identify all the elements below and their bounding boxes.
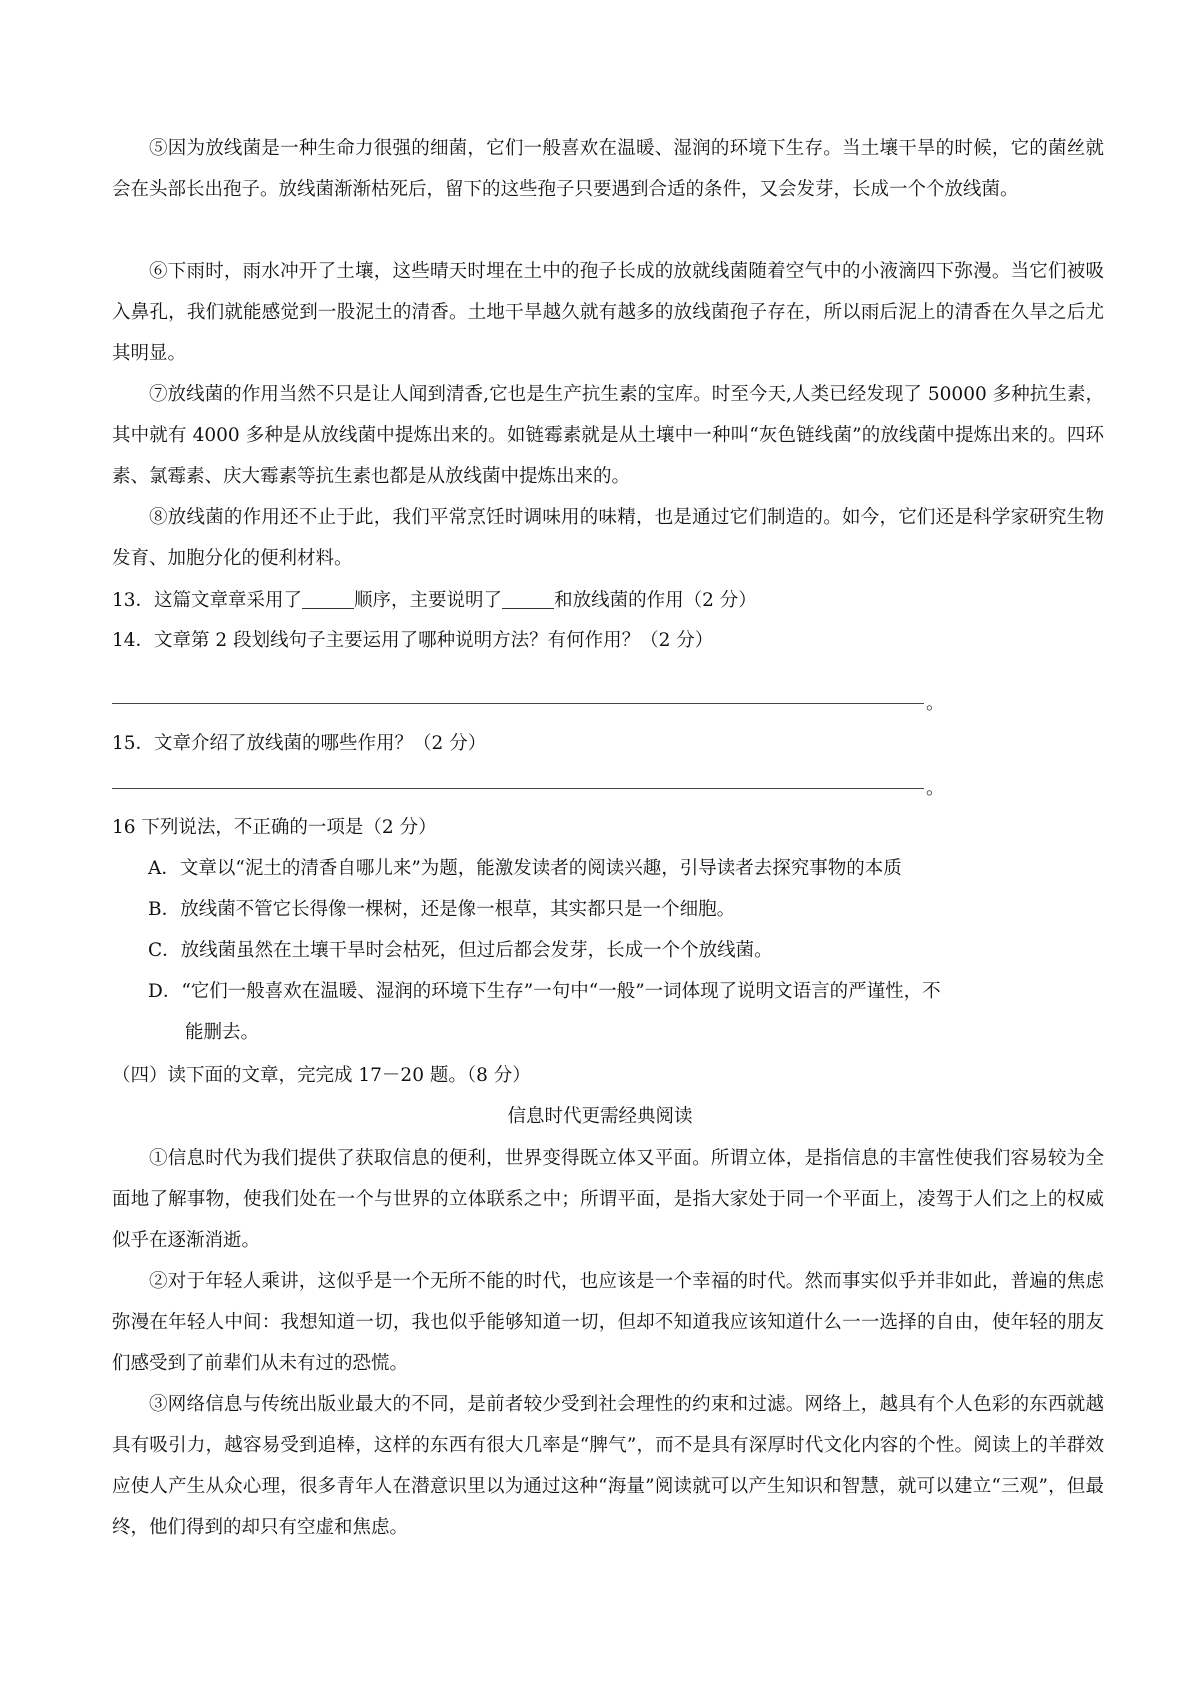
option-b: B．放线菌不管它长得像一棵树，还是像一根草，其实都只是一个细胞。 xyxy=(148,899,736,920)
paragraph-8: ⑧放线菌的作用还不止于此，我们平常烹饪时调味用的味精，也是通过它们制造的。如今，它们还是科学家研究生物发育、加胞分化的便利材料。 xyxy=(112,507,1104,569)
question-16: 16 下列说法，不正确的一项是（2 分） xyxy=(112,817,437,838)
article-title: 信息时代更需经典阅读 xyxy=(507,1106,693,1127)
paragraph-5: ⑤因为放线菌是一种生命力很强的细菌，它们一般喜欢在温暖、湿润的环境下生存。当土壤干旱的时候，它的菌丝就会在头部长出孢子。放线菌渐渐枯死后，留下的这些孢子只要遇到合适的条件，又会发芽，长成一个个放线菌。 xyxy=(112,138,1104,200)
option-d: D．“它们一般喜欢在温暖、湿润的环境下生存”一句中“一般”一词体现了说明文语言的严谨性，不 能删去。 xyxy=(148,981,941,1043)
question-15: 15．文章介绍了放线菌的哪些作用？（2 分） xyxy=(112,733,487,754)
option-c: C．放线菌虽然在土壤干旱时会枯死，但过后都会发芽，长成一个个放线菌。 xyxy=(148,940,773,961)
paragraph-b2: ②对于年轻人乘讲，这似乎是一个无所不能的时代，也应该是一个幸福的时代。然而事实似乎并非如此，普遍的焦虑弥漫在年轻人中间：我想知道一切，我也似乎能够知道一切，但却不知道我应该知道什么一一选择的自由，使年轻的朋友们感受到了前辈们从未有过的恐慌。 xyxy=(112,1271,1104,1374)
paragraph-b3: ③网络信息与传统出版业最大的不同，是前者较少受到社会理性的约束和过滤。网络上，越具有个人色彩的东西就越具有吸引力，越容易受到追棒，这样的东西有很大几率是“脾气”，而不是具有深厚时代文化内容的个性。阅读上的羊群效应使人产生从众心理，很多青年人在潜意识里以为通过这种“海量”阅读就可以产生知识和智慧，就可以建立“三观”，但最终，他们得到的却只有空虚和焦虑。 xyxy=(112,1394,1104,1538)
section-4-intro: （四）读下面的文章，完完成 17－20 题。（8 分） xyxy=(112,1065,531,1086)
answer-line-14[interactable] xyxy=(112,703,924,704)
paragraph-b1: ①信息时代为我们提供了获取信息的便利，世界变得既立体又平面。所谓立体，是指信息的丰富性使我们容易较为全面地了解事物，使我们处在一个与世界的立体联系之中；所谓平面，是指大家处于同一个平面上，凌驾于人们之上的权威似乎在逐渐消逝。 xyxy=(112,1148,1104,1251)
blank-1[interactable] xyxy=(302,607,354,609)
answer-end-mark-15: 。 xyxy=(926,778,945,799)
option-a: A．文章以“泥土的清香自哪儿来”为题，能激发读者的阅读兴趣，引导读者去探究事物的本质 xyxy=(148,858,902,879)
paragraph-7: ⑦放线菌的作用当然不只是让人闻到清香,它也是生产抗生素的宝库。时至今天,人类已经发现了 50000 多种抗生素，其中就有 4000 多种是从放线菌中提炼出来的。如链霉素就是从土壤中一种叫“灰色链线菌”的放线菌中提炼出来的。四环素、氯霉素、庆大霉素等抗生素也都是从放线菌中提炼出来的。 xyxy=(112,384,1104,487)
blank-2[interactable] xyxy=(502,607,554,609)
question-13: 13．这篇文章章采用了 顺序，主要说明了 和放线菌的作用（2 分） xyxy=(112,590,757,611)
question-14: 14．文章第 2 段划线句子主要运用了哪种说明方法？有何作用？（2 分） xyxy=(112,630,714,651)
answer-end-mark-14: 。 xyxy=(926,693,945,714)
paragraph-6: ⑥下雨时，雨水冲开了土壤，这些晴天时埋在土中的孢子长成的放就线菌随着空气中的小液滴四下弥漫。当它们被吸入鼻孔，我们就能感觉到一股泥土的清香。土地干旱越久就有越多的放线菌孢子存在，所以雨后泥上的清香在久旱之后尤其明显。 xyxy=(112,261,1104,364)
answer-line-15[interactable] xyxy=(112,788,924,789)
